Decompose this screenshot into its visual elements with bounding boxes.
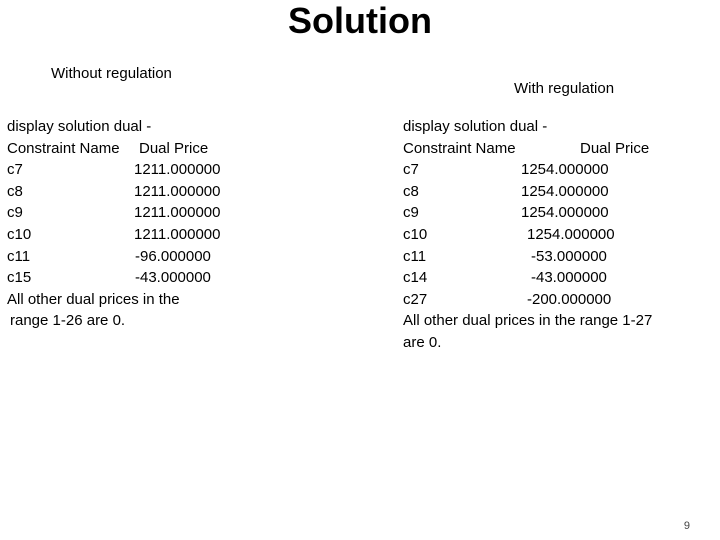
constraint-name: c10 <box>7 225 32 243</box>
constraint-name: c7 <box>403 161 419 179</box>
constraint-name: c8 <box>403 182 419 200</box>
footer-line: are 0. <box>403 333 442 351</box>
table-row <box>403 289 703 311</box>
constraint-name: c15 <box>7 269 32 287</box>
dual-price: -96.000000 <box>135 247 211 265</box>
dual-price: 1254.000000 <box>521 182 609 200</box>
footer-line: range 1-26 are 0. <box>10 312 126 330</box>
column-header-name: Constraint Name <box>403 139 516 157</box>
table-row <box>403 159 703 181</box>
table-row <box>7 246 247 268</box>
table-row <box>7 224 247 246</box>
dual-price: 1211.000000 <box>134 225 221 243</box>
constraint-name: c11 <box>7 247 31 265</box>
constraint-name: c8 <box>7 182 23 200</box>
column-header-row <box>403 138 703 160</box>
dual-price: -43.000000 <box>135 269 211 287</box>
heading-without-regulation: Without regulation <box>51 65 172 82</box>
constraint-name: c27 <box>403 290 428 308</box>
constraint-name: c9 <box>7 204 23 222</box>
column-header-price: Dual Price <box>580 139 650 157</box>
table-row <box>7 159 247 181</box>
constraint-name: c7 <box>7 161 23 179</box>
dual-price: -53.000000 <box>531 247 607 265</box>
solution-block-without-regulation <box>7 116 247 332</box>
constraint-name: c10 <box>403 225 428 243</box>
dual-price: -200.000000 <box>527 290 612 308</box>
constraint-name: c11 <box>403 247 427 265</box>
constraint-name: c14 <box>403 269 428 287</box>
slide-title: Solution <box>288 0 432 41</box>
column-header-name: Constraint Name <box>7 139 120 157</box>
dual-price: 1254.000000 <box>521 204 609 222</box>
dual-price: 1254.000000 <box>527 225 615 243</box>
table-row <box>403 224 703 246</box>
footer-line: All other dual prices in the <box>7 290 180 308</box>
table-row <box>403 267 703 289</box>
dual-price: -43.000000 <box>531 269 607 287</box>
dual-price: 1211.000000 <box>134 161 221 179</box>
dual-price: 1211.000000 <box>134 204 221 222</box>
table-row <box>403 181 703 203</box>
heading-with-regulation: With regulation <box>514 80 615 97</box>
table-row <box>403 246 703 268</box>
table-row <box>403 202 703 224</box>
constraint-name: c9 <box>403 204 419 222</box>
command-line: display solution dual - <box>7 118 152 135</box>
dual-price: 1211.000000 <box>134 182 221 200</box>
footer-line: All other dual prices in the range 1-27 <box>403 312 653 330</box>
command-line: display solution dual - <box>403 118 548 135</box>
dual-price: 1254.000000 <box>521 161 609 179</box>
solution-block-with-regulation <box>403 116 703 354</box>
column-header-row <box>7 138 247 160</box>
column-header-price: Dual Price <box>139 139 209 157</box>
page-number: 9 <box>683 520 690 532</box>
table-row <box>7 267 247 289</box>
table-row <box>7 181 247 203</box>
table-row <box>7 202 247 224</box>
